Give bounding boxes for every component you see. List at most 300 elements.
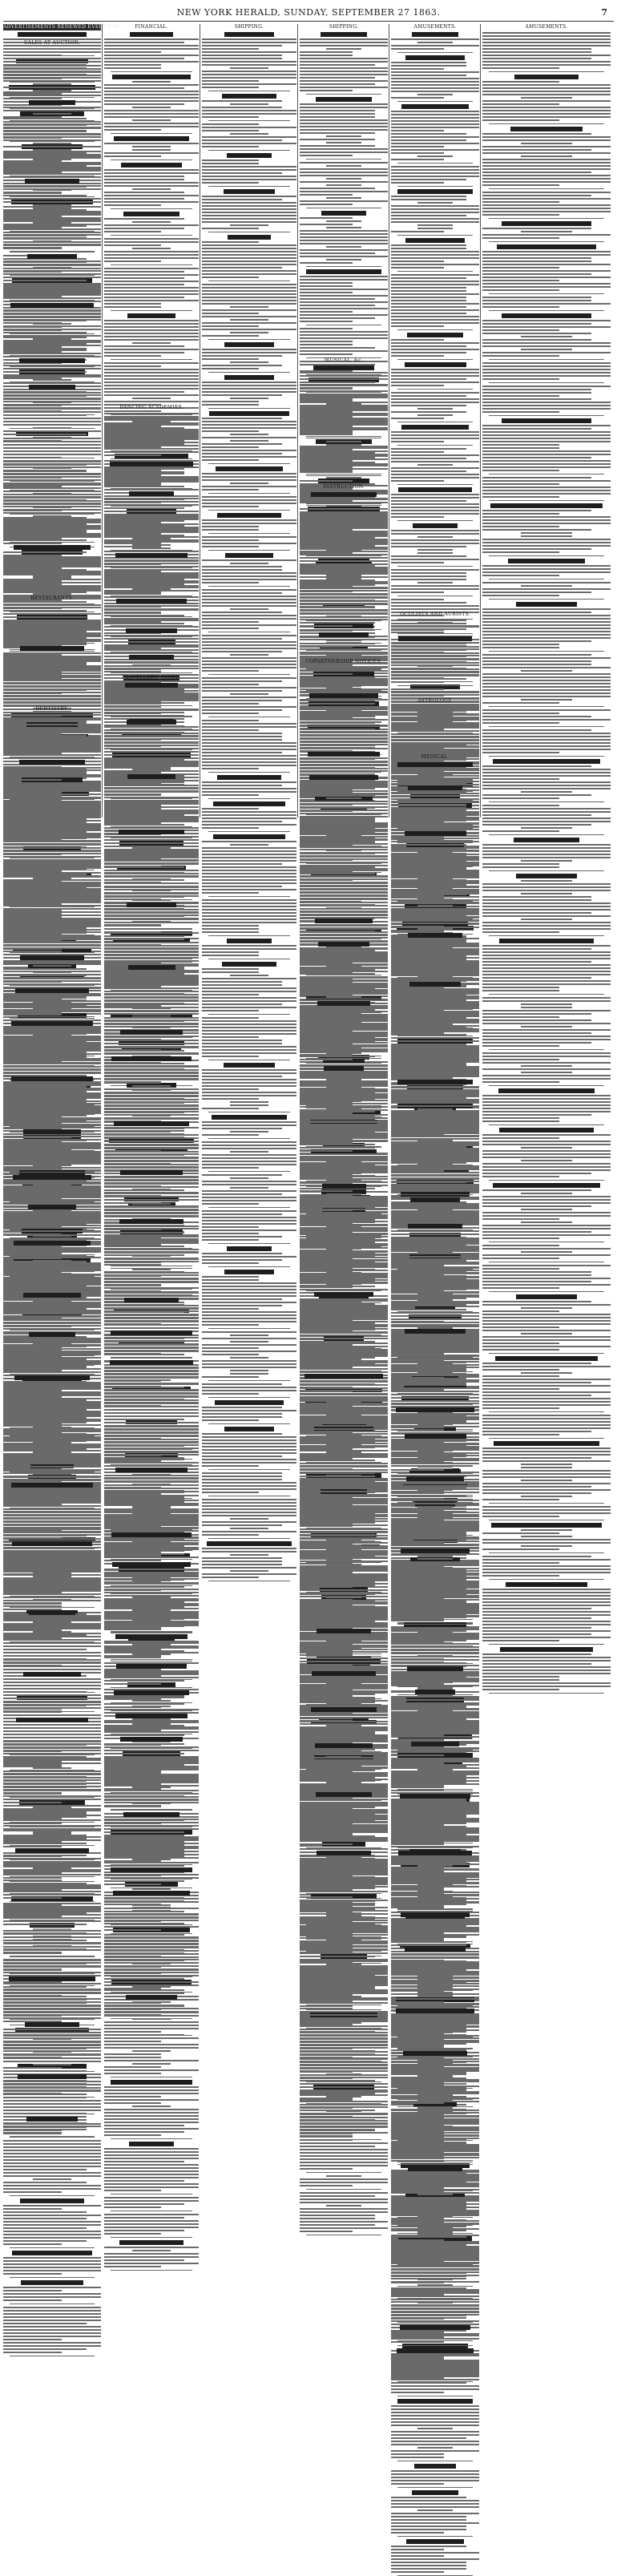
text-line bbox=[202, 1141, 296, 1143]
text-line bbox=[300, 110, 375, 111]
ad-divider bbox=[10, 2247, 95, 2248]
text-line bbox=[3, 1730, 87, 1732]
text-line bbox=[104, 244, 161, 246]
text-line bbox=[104, 2044, 199, 2045]
ad-headline bbox=[127, 774, 175, 779]
text-line bbox=[3, 1986, 87, 1988]
advertisement-block bbox=[104, 1867, 199, 1885]
advertisement-block bbox=[104, 2080, 199, 2136]
text-line bbox=[104, 1913, 199, 1915]
text-line bbox=[3, 746, 101, 748]
text-line bbox=[104, 1946, 199, 1948]
text-line bbox=[202, 437, 296, 438]
text-line bbox=[3, 2218, 87, 2219]
text-line bbox=[104, 1542, 199, 1544]
text-line bbox=[202, 1439, 296, 1441]
advertisement-block bbox=[104, 1360, 199, 1407]
text-line bbox=[202, 638, 282, 640]
ad-divider bbox=[10, 444, 95, 445]
text-line bbox=[104, 1962, 199, 1964]
text-line bbox=[3, 685, 101, 687]
text-line bbox=[3, 1092, 62, 1094]
text-line bbox=[202, 1082, 296, 1084]
text-line bbox=[3, 2299, 62, 2301]
text-line bbox=[300, 427, 388, 429]
text-line bbox=[202, 909, 296, 910]
text-line bbox=[3, 410, 62, 412]
text-line bbox=[104, 1036, 184, 1038]
text-line bbox=[104, 1180, 199, 1181]
ad-divider bbox=[208, 1397, 290, 1398]
text-line bbox=[104, 484, 161, 486]
text-line bbox=[326, 197, 361, 199]
text-line bbox=[104, 2034, 184, 2036]
ad-headline bbox=[15, 1848, 90, 1853]
advertisement-block bbox=[202, 496, 296, 507]
text-line bbox=[3, 1891, 101, 1892]
text-line bbox=[202, 850, 296, 852]
text-line bbox=[300, 321, 353, 322]
text-line bbox=[230, 133, 268, 135]
ad-divider bbox=[111, 310, 192, 311]
text-line bbox=[104, 1874, 199, 1875]
text-line bbox=[104, 1376, 199, 1378]
advertisement-block bbox=[3, 1904, 101, 1954]
text-line bbox=[104, 339, 199, 341]
advertisement-block bbox=[300, 211, 388, 264]
advertisement-block bbox=[3, 1241, 101, 1287]
text-line bbox=[202, 1049, 296, 1051]
advertisement-block bbox=[3, 1718, 101, 1767]
ad-headline bbox=[16, 1718, 87, 1722]
advertisement-block bbox=[300, 365, 388, 390]
text-line bbox=[202, 309, 296, 311]
text-line bbox=[3, 2313, 101, 2315]
text-line bbox=[3, 224, 101, 225]
text-line bbox=[202, 257, 296, 259]
ad-divider bbox=[111, 264, 192, 265]
text-line bbox=[202, 700, 282, 701]
ad-headline bbox=[316, 97, 372, 102]
advertisement-block bbox=[104, 32, 199, 69]
text-line bbox=[104, 748, 199, 749]
text-line bbox=[300, 64, 375, 66]
text-line bbox=[104, 1956, 161, 1957]
text-line bbox=[202, 1072, 296, 1074]
text-line bbox=[3, 348, 87, 349]
text-line bbox=[3, 902, 62, 904]
text-line bbox=[3, 809, 101, 810]
text-line bbox=[104, 1614, 199, 1616]
text-line bbox=[202, 987, 296, 989]
text-line bbox=[104, 793, 161, 795]
text-line bbox=[104, 1304, 184, 1306]
text-line bbox=[3, 2208, 62, 2210]
text-line bbox=[300, 317, 375, 319]
text-line bbox=[33, 1185, 72, 1186]
text-line bbox=[104, 481, 199, 482]
text-line bbox=[202, 1052, 296, 1054]
ad-divider bbox=[208, 586, 290, 587]
text-line bbox=[202, 1033, 296, 1035]
advertisement-block bbox=[104, 965, 199, 1024]
text-line bbox=[202, 385, 296, 386]
text-line bbox=[104, 696, 199, 697]
text-line bbox=[104, 745, 184, 746]
text-line bbox=[3, 926, 101, 927]
text-line bbox=[300, 262, 353, 264]
text-line bbox=[3, 1858, 101, 1859]
text-line bbox=[202, 244, 296, 246]
text-line bbox=[104, 201, 199, 203]
ad-headline bbox=[115, 553, 188, 558]
text-line bbox=[202, 427, 296, 429]
text-line bbox=[202, 1564, 282, 1565]
text-line bbox=[202, 284, 296, 285]
text-line bbox=[104, 816, 199, 818]
ad-divider bbox=[10, 1427, 95, 1428]
text-line bbox=[300, 378, 388, 380]
ad-headline bbox=[9, 1976, 95, 1981]
text-line bbox=[33, 240, 72, 242]
text-line bbox=[104, 754, 199, 756]
text-line bbox=[300, 344, 353, 345]
text-line bbox=[104, 842, 199, 844]
text-line bbox=[230, 1370, 268, 1371]
text-line bbox=[3, 574, 101, 575]
text-line bbox=[300, 382, 375, 383]
text-line bbox=[3, 2100, 101, 2102]
text-line bbox=[104, 1860, 161, 1862]
text-line bbox=[326, 246, 361, 248]
advertisement-block bbox=[202, 123, 296, 147]
text-line bbox=[3, 890, 101, 891]
text-line bbox=[3, 1466, 101, 1468]
text-line bbox=[3, 277, 101, 278]
advertisement-block bbox=[202, 513, 296, 531]
text-line bbox=[230, 306, 268, 308]
text-line bbox=[3, 1050, 101, 1052]
text-line bbox=[202, 902, 296, 904]
text-line bbox=[3, 1404, 101, 1406]
text-line bbox=[104, 1516, 199, 1517]
text-line bbox=[104, 1838, 199, 1839]
text-line bbox=[104, 478, 199, 479]
text-line bbox=[202, 814, 296, 816]
text-line bbox=[202, 300, 296, 301]
text-line bbox=[202, 1292, 296, 1294]
text-line bbox=[3, 1626, 101, 1628]
text-line bbox=[202, 720, 259, 721]
ad-headline bbox=[115, 1468, 188, 1472]
text-line bbox=[300, 411, 353, 413]
text-line bbox=[104, 699, 161, 701]
text-line bbox=[3, 1407, 87, 1409]
text-line bbox=[230, 693, 268, 695]
text-line bbox=[104, 579, 184, 580]
text-line bbox=[3, 55, 62, 56]
ad-divider bbox=[10, 1714, 95, 1715]
text-line bbox=[202, 951, 259, 953]
text-line bbox=[300, 450, 388, 452]
text-line bbox=[3, 561, 101, 563]
text-line bbox=[33, 149, 72, 151]
text-line bbox=[3, 580, 62, 582]
text-line bbox=[3, 1707, 101, 1709]
text-line bbox=[3, 2084, 101, 2085]
text-line bbox=[132, 1474, 170, 1476]
text-line bbox=[104, 806, 199, 808]
text-line bbox=[3, 404, 101, 406]
text-line bbox=[3, 2005, 101, 2007]
text-line bbox=[230, 103, 268, 105]
text-line bbox=[3, 2009, 101, 2010]
text-line bbox=[202, 221, 296, 223]
text-line bbox=[3, 607, 101, 608]
ad-headline bbox=[29, 1332, 75, 1337]
text-line bbox=[3, 636, 101, 637]
advertisement-block bbox=[202, 775, 296, 796]
text-line bbox=[202, 781, 296, 783]
ad-divider bbox=[111, 1585, 192, 1586]
ad-headline bbox=[224, 1427, 273, 1431]
advertisement-block bbox=[104, 2142, 199, 2191]
text-line bbox=[202, 788, 296, 789]
text-line bbox=[202, 277, 259, 278]
text-line bbox=[104, 2005, 184, 2006]
text-line bbox=[3, 1315, 101, 1317]
ad-headline bbox=[217, 513, 280, 518]
text-line bbox=[3, 1864, 101, 1866]
text-line bbox=[104, 810, 199, 811]
text-line bbox=[3, 1940, 87, 1941]
text-line bbox=[202, 572, 296, 574]
advertisement-block bbox=[202, 553, 296, 583]
advertisement-block bbox=[104, 2214, 199, 2235]
text-line bbox=[104, 195, 199, 196]
ad-divider bbox=[111, 1294, 192, 1295]
text-line bbox=[202, 388, 296, 390]
text-line bbox=[104, 915, 184, 917]
advertisement-block bbox=[3, 2280, 101, 2301]
section-heading: MUSICAL, &c. bbox=[324, 357, 364, 363]
text-line bbox=[3, 886, 87, 888]
text-line bbox=[3, 1345, 101, 1347]
text-line bbox=[202, 394, 282, 396]
text-line bbox=[3, 264, 101, 265]
text-line bbox=[3, 995, 101, 996]
text-line bbox=[104, 385, 199, 386]
advertisement-block bbox=[104, 902, 199, 927]
text-line bbox=[202, 605, 296, 607]
ad-divider bbox=[111, 1357, 192, 1358]
advertisement-block bbox=[104, 628, 199, 649]
ad-divider bbox=[10, 97, 95, 98]
text-line bbox=[104, 1457, 184, 1459]
advertisement-block bbox=[3, 1773, 101, 1819]
text-line bbox=[202, 928, 259, 930]
text-line bbox=[202, 755, 296, 757]
text-line bbox=[3, 1460, 62, 1461]
ad-headline bbox=[115, 1634, 188, 1639]
text-line bbox=[104, 198, 184, 200]
advertisement-block bbox=[104, 462, 199, 486]
ad-divider bbox=[208, 1207, 290, 1208]
ad-headline bbox=[18, 32, 86, 37]
ad-headline bbox=[224, 189, 275, 194]
text-line bbox=[3, 332, 87, 333]
text-line bbox=[3, 2126, 87, 2128]
text-line bbox=[202, 808, 259, 810]
text-line bbox=[3, 2175, 101, 2177]
text-line bbox=[104, 2259, 184, 2261]
text-line bbox=[326, 227, 361, 228]
text-line bbox=[202, 670, 259, 672]
text-line bbox=[300, 224, 353, 225]
text-line bbox=[3, 51, 101, 53]
ad-headline bbox=[25, 2022, 79, 2027]
text-line bbox=[3, 1623, 101, 1625]
advertisement-block bbox=[3, 1129, 101, 1169]
text-line bbox=[3, 1161, 101, 1163]
text-line bbox=[202, 1298, 282, 1300]
text-line bbox=[202, 241, 259, 243]
text-line bbox=[202, 847, 296, 849]
text-line bbox=[104, 563, 199, 564]
text-line bbox=[3, 2090, 101, 2092]
text-line bbox=[202, 1190, 296, 1192]
text-line bbox=[104, 382, 199, 383]
text-line bbox=[326, 220, 361, 222]
advertisement-block bbox=[104, 1936, 199, 1989]
ad-headline bbox=[10, 303, 94, 308]
text-line bbox=[104, 2263, 199, 2264]
text-line bbox=[104, 1785, 199, 1787]
text-line bbox=[202, 882, 296, 884]
text-line bbox=[104, 738, 199, 740]
ad-headline bbox=[12, 1541, 92, 1546]
text-line bbox=[104, 2180, 184, 2182]
text-line bbox=[3, 785, 101, 787]
text-line bbox=[3, 1014, 62, 1015]
text-line bbox=[104, 514, 199, 515]
text-line bbox=[104, 582, 199, 583]
text-line bbox=[132, 1512, 170, 1514]
text-line bbox=[202, 77, 296, 79]
text-line bbox=[230, 434, 268, 435]
text-line bbox=[300, 347, 375, 349]
advertisement-block bbox=[3, 714, 101, 754]
advertisement-block bbox=[202, 1246, 296, 1264]
masthead-title: NEW YORK HERALD, SUNDAY, SEPTEMBER 27 1863. bbox=[176, 7, 441, 18]
text-line bbox=[202, 736, 282, 737]
text-line bbox=[202, 768, 259, 769]
ad-divider bbox=[10, 985, 95, 986]
ad-divider bbox=[10, 1669, 95, 1670]
text-line bbox=[202, 1030, 296, 1032]
text-line bbox=[104, 981, 199, 983]
text-line bbox=[3, 136, 101, 138]
text-line bbox=[300, 126, 388, 127]
text-line bbox=[202, 251, 296, 252]
ad-headline bbox=[23, 1129, 81, 1134]
text-line bbox=[104, 1435, 199, 1436]
advertisement-block bbox=[104, 873, 199, 897]
text-line bbox=[3, 2211, 87, 2213]
text-line bbox=[3, 864, 101, 866]
advertisement-block bbox=[3, 2307, 101, 2353]
ad-divider bbox=[208, 186, 290, 187]
text-line bbox=[3, 1230, 101, 1232]
text-line bbox=[202, 329, 296, 330]
ad-divider bbox=[10, 2303, 95, 2304]
text-line bbox=[3, 1685, 101, 1686]
text-line bbox=[202, 664, 296, 665]
text-line bbox=[3, 374, 101, 376]
advertisement-block bbox=[104, 932, 199, 959]
text-line bbox=[3, 1688, 101, 1690]
text-line bbox=[132, 1700, 170, 1702]
text-line bbox=[104, 951, 199, 953]
text-line bbox=[202, 146, 259, 147]
text-line bbox=[104, 169, 199, 171]
text-line bbox=[3, 1682, 101, 1683]
text-line bbox=[202, 169, 296, 171]
text-line bbox=[3, 454, 101, 455]
text-line bbox=[104, 113, 199, 115]
text-line bbox=[202, 1551, 296, 1552]
text-line bbox=[300, 301, 388, 303]
text-line bbox=[230, 563, 268, 564]
text-line bbox=[3, 1188, 87, 1189]
text-line bbox=[230, 1104, 268, 1106]
text-line bbox=[202, 1279, 259, 1281]
text-line bbox=[230, 1341, 268, 1343]
ad-headline bbox=[14, 1375, 90, 1380]
ad-divider bbox=[111, 1358, 192, 1359]
text-line bbox=[3, 283, 101, 285]
text-line bbox=[3, 847, 101, 849]
text-line bbox=[3, 841, 101, 842]
text-line bbox=[104, 1572, 199, 1573]
text-line bbox=[3, 322, 62, 324]
text-line bbox=[104, 1248, 161, 1250]
advertisement-block bbox=[202, 284, 296, 337]
text-line bbox=[104, 91, 199, 92]
text-line bbox=[33, 159, 72, 160]
text-line bbox=[3, 1476, 62, 1477]
text-line bbox=[104, 971, 199, 973]
text-line bbox=[104, 87, 184, 89]
text-line bbox=[202, 1003, 282, 1005]
advertisement-block bbox=[3, 988, 101, 1015]
text-line bbox=[104, 84, 199, 86]
text-line bbox=[202, 1197, 296, 1198]
ad-divider bbox=[208, 550, 290, 551]
text-line bbox=[3, 1004, 87, 1006]
text-line bbox=[104, 1904, 161, 1905]
text-line bbox=[202, 208, 296, 210]
text-line bbox=[104, 1212, 161, 1213]
advertisement-block bbox=[300, 395, 388, 435]
text-line bbox=[104, 1487, 161, 1488]
text-line bbox=[3, 571, 101, 572]
text-line bbox=[3, 1983, 101, 1984]
text-line bbox=[104, 1209, 184, 1210]
text-line bbox=[300, 119, 388, 121]
text-line bbox=[104, 1756, 199, 1758]
text-line bbox=[3, 825, 101, 826]
